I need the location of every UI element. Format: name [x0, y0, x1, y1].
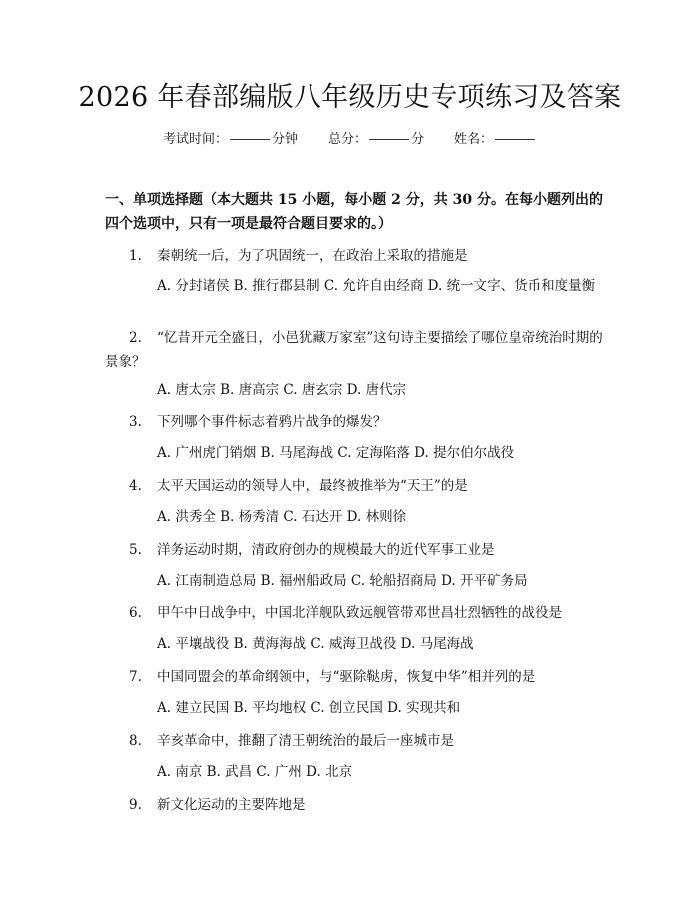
- question-number: 4.: [129, 478, 142, 494]
- time-unit: 分钟: [271, 132, 298, 147]
- question-text: 新文化运动的主要阵地是: [157, 797, 306, 813]
- question-8-options: A. 南京 B. 武昌 C. 广州 D. 北京: [157, 764, 353, 780]
- question-7: [105, 665, 605, 689]
- score-blank: [369, 139, 409, 140]
- question-1-options: A. 分封诸侯 B. 推行郡县制 C. 允许自由经商 D. 统一文字、货币和度量衡: [157, 278, 596, 294]
- question-text: 辛亥革命中，推翻了清王朝统治的最后一座城市是: [157, 733, 454, 749]
- question-5: [105, 538, 605, 562]
- question-number: 7.: [129, 669, 142, 685]
- page-title: 2026 年春部编版八年级历史专项练习及答案: [78, 82, 622, 113]
- question-text: 太平天国运动的领导人中，最终被推举为“天王”的是: [157, 478, 468, 494]
- question-1: [105, 244, 605, 268]
- name-label: 姓名：: [454, 132, 494, 147]
- question-number: 9.: [129, 797, 142, 813]
- time-label: 考试时间：: [162, 132, 228, 147]
- question-text: 下列哪个事件标志着鸦片战争的爆发？: [157, 414, 387, 430]
- question-text: 洋务运动时期，清政府创办的规模最大的近代军事工业是: [157, 542, 495, 558]
- question-6: [105, 601, 605, 625]
- question-5-options: A. 江南制造总局 B. 福州船政局 C. 轮船招商局 D. 开平矿务局: [157, 573, 528, 589]
- question-2-options: A. 唐太宗 B. 唐高宗 C. 唐玄宗 D. 唐代宗: [157, 382, 407, 398]
- question-2: [105, 326, 605, 374]
- section-heading: 一、单项选择题（本大题共 15 小题，每小题 2 分，共 30 分。在每小题列出的四个选项中，只有一项是最符合题目要求的。）: [105, 192, 603, 232]
- question-text: 甲午中日战争中，中国北洋舰队致远舰管带邓世昌壮烈牺牲的战役是: [157, 605, 562, 621]
- question-number: 6.: [129, 605, 142, 621]
- question-text: 秦朝统一后，为了巩固统一，在政治上采取的措施是: [157, 248, 468, 264]
- question-number: 3.: [129, 414, 142, 430]
- score-label: 总分：: [327, 132, 367, 147]
- time-blank: [230, 139, 270, 140]
- exam-meta: [0, 130, 700, 150]
- question-number: 5.: [129, 542, 142, 558]
- question-7-options: A. 建立民国 B. 平均地权 C. 创立民国 D. 实现共和: [157, 700, 461, 716]
- question-3-options: A. 广州虎门销烟 B. 马尾海战 C. 定海陷落 D. 提尔伯尔战役: [157, 445, 515, 461]
- name-blank: [495, 139, 535, 140]
- question-9: [105, 793, 605, 817]
- question-text: “忆昔开元全盛日，小邑犹藏万家室”这句诗主要描绘了哪位皇帝统治时期的景象？: [105, 330, 603, 370]
- question-number: 2.: [129, 330, 142, 346]
- question-number: 8.: [129, 733, 142, 749]
- question-4: [105, 474, 605, 498]
- question-text: 中国同盟会的革命纲领中，与“驱除鞑虏，恢复中华”相并列的是: [157, 669, 536, 685]
- score-unit: 分: [411, 132, 425, 147]
- question-4-options: A. 洪秀全 B. 杨秀清 C. 石达开 D. 林则徐: [157, 509, 407, 525]
- question-8: [105, 729, 605, 753]
- question-6-options: A. 平壤战役 B. 黄海海战 C. 威海卫战役 D. 马尾海战: [157, 636, 474, 652]
- question-number: 1.: [129, 248, 142, 264]
- question-3: [105, 410, 605, 434]
